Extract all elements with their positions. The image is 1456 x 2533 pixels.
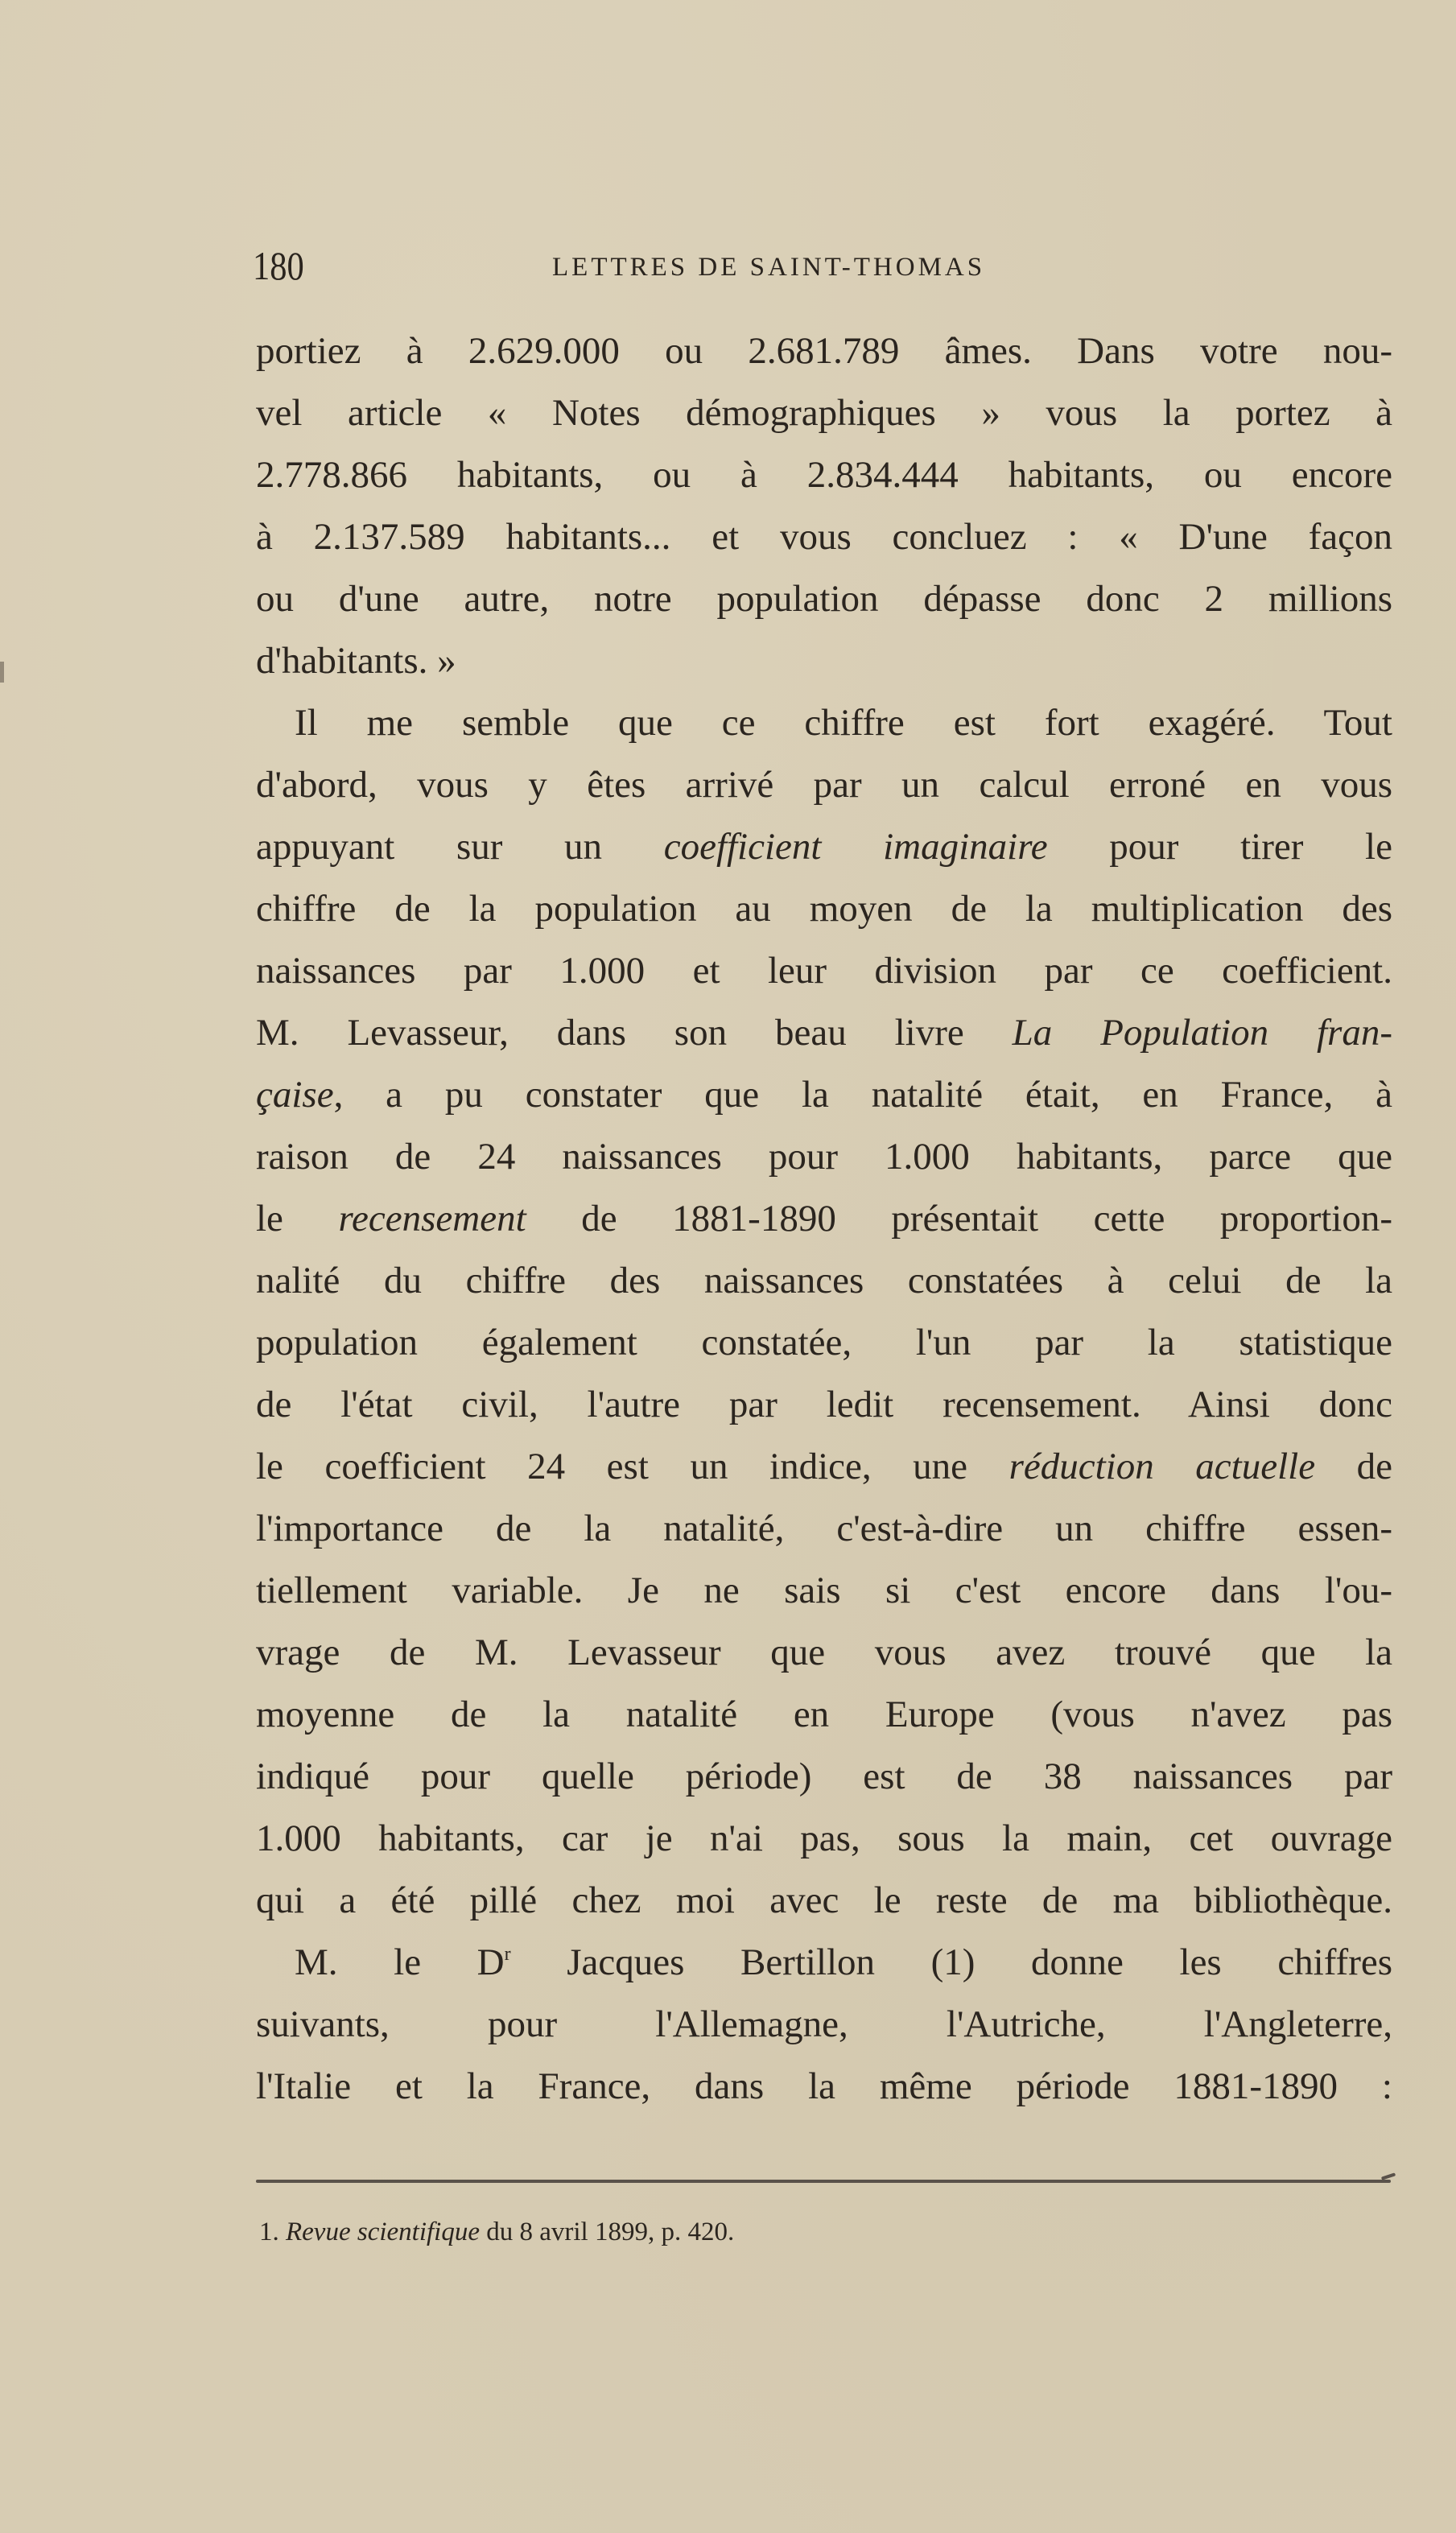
text-segment: de l'état civil, l'autre par ledit recensement. Ainsi donc xyxy=(256,1384,1392,1425)
text-segment: population également constatée, l'un par la statistique xyxy=(256,1322,1392,1363)
text-segment: Jacques Bertillon (1) donne les chiffres xyxy=(510,1941,1393,1983)
text-segment: M. Levasseur, dans son beau livre xyxy=(256,1012,1013,1054)
text-line xyxy=(256,1002,1392,1064)
text-segment: vel article « Notes démographiques » vous la portez à xyxy=(256,392,1392,434)
text-line xyxy=(256,1808,1392,1870)
text-segment: l'Italie et la France, dans la même période 1881-1890 : xyxy=(256,2065,1392,2107)
text-line xyxy=(256,1436,1392,1498)
text-line xyxy=(256,1560,1392,1622)
italic-text: coefficient imaginaire xyxy=(663,826,1048,868)
text-segment: nalité du chiffre des naissances constatées à celui de la xyxy=(256,1260,1392,1302)
margin-mark xyxy=(0,662,4,683)
text-segment: le coefficient 24 est un indice, une xyxy=(256,1446,1009,1487)
text-line xyxy=(256,1374,1392,1436)
footnote-source-title: Revue scientifique xyxy=(286,2217,480,2246)
text-segment: l'importance de la natalité, c'est-à-dire un chiffre essen- xyxy=(256,1508,1392,1549)
text-line xyxy=(256,506,1392,568)
text-line xyxy=(256,1994,1392,2056)
text-segment: le xyxy=(256,1198,339,1240)
text-segment: , a pu constater que la natalité était, en France, à xyxy=(333,1074,1392,1116)
text-segment: qui a été pillé chez moi avec le reste de ma bibliothèque. xyxy=(256,1879,1392,1921)
text-line xyxy=(256,1188,1392,1250)
italic-text: La Population fran- xyxy=(1012,1012,1392,1054)
text-line xyxy=(256,382,1392,444)
running-title: LETTRES DE SAINT-THOMAS xyxy=(552,253,986,282)
text-line xyxy=(256,1870,1392,1932)
text-line xyxy=(256,1498,1392,1560)
footnote-source-details: du 8 avril 1899, p. 420. xyxy=(479,2217,735,2246)
text-segment: chiffre de la population au moyen de la multiplication des xyxy=(256,888,1392,930)
text-segment: suivants, pour l'Allemagne, l'Autriche, l'Angleterre, xyxy=(256,2003,1392,2045)
text-line xyxy=(256,940,1392,1002)
text-segment: M. le D xyxy=(295,1941,505,1983)
text-line xyxy=(256,1250,1392,1312)
text-segment: 1.000 habitants, car je n'ai pas, sous la main, cet ouvrage xyxy=(256,1817,1392,1859)
text-segment: de 1881-1890 présentait cette proportion- xyxy=(526,1198,1393,1240)
text-line xyxy=(256,630,1392,692)
text-line xyxy=(256,754,1392,816)
text-segment: d'abord, vous y êtes arrivé par un calcul erroné en vous xyxy=(256,764,1392,806)
text-line xyxy=(256,878,1392,940)
text-line xyxy=(256,1126,1392,1188)
text-segment: de xyxy=(1315,1446,1392,1487)
text-line xyxy=(256,1312,1392,1374)
page-number: 180 xyxy=(253,243,304,288)
text-line xyxy=(256,320,1392,382)
paragraph-start-line xyxy=(256,692,1392,754)
text-segment: tiellement variable. Je ne sais si c'est encore dans l'ou- xyxy=(256,1570,1392,1611)
text-segment: moyenne de la natalité en Europe (vous n'avez pas xyxy=(256,1693,1392,1735)
text-line xyxy=(256,816,1392,878)
text-line xyxy=(256,1064,1392,1126)
text-segment: d'habitants. » xyxy=(256,640,456,682)
text-line xyxy=(256,1684,1392,1746)
footnote-divider xyxy=(256,2180,1391,2183)
text-segment: pour tirer le xyxy=(1047,826,1392,868)
text-segment: appuyant sur un xyxy=(256,826,664,868)
superscript: r xyxy=(504,1944,511,1965)
italic-text: çaise xyxy=(256,1074,334,1116)
italic-text: réduction actuelle xyxy=(1008,1446,1316,1487)
text-line xyxy=(256,1622,1392,1684)
footnote-marker: 1. xyxy=(259,2217,279,2246)
text-segment: portiez à 2.629.000 ou 2.681.789 âmes. Dans votre nou- xyxy=(256,330,1392,372)
text-segment: indiqué pour quelle période) est de 38 naissances par xyxy=(256,1755,1392,1797)
text-segment: Il me semble que ce chiffre est fort exagéré. Tout xyxy=(295,702,1392,744)
text-segment: raison de 24 naissances pour 1.000 habitants, parce que xyxy=(256,1136,1392,1178)
text-line xyxy=(256,2056,1392,2118)
text-line xyxy=(256,444,1392,506)
text-segment: ou d'une autre, notre population dépasse donc 2 millions xyxy=(256,578,1392,620)
text-segment: à 2.137.589 habitants... et vous concluez : « D'une façon xyxy=(256,516,1392,558)
paragraph-start-line xyxy=(256,1932,1392,1994)
text-segment: vrage de M. Levasseur que vous avez trouvé que la xyxy=(256,1632,1392,1673)
text-line xyxy=(256,1746,1392,1808)
italic-text: recensement xyxy=(338,1198,526,1240)
text-line xyxy=(256,568,1392,630)
footnote xyxy=(259,2212,734,2252)
text-segment: naissances par 1.000 et leur division par ce coefficient. xyxy=(256,950,1392,992)
body-text xyxy=(256,320,1392,2118)
text-segment: 2.778.866 habitants, ou à 2.834.444 habitants, ou encore xyxy=(256,454,1392,496)
running-head xyxy=(253,241,1396,290)
